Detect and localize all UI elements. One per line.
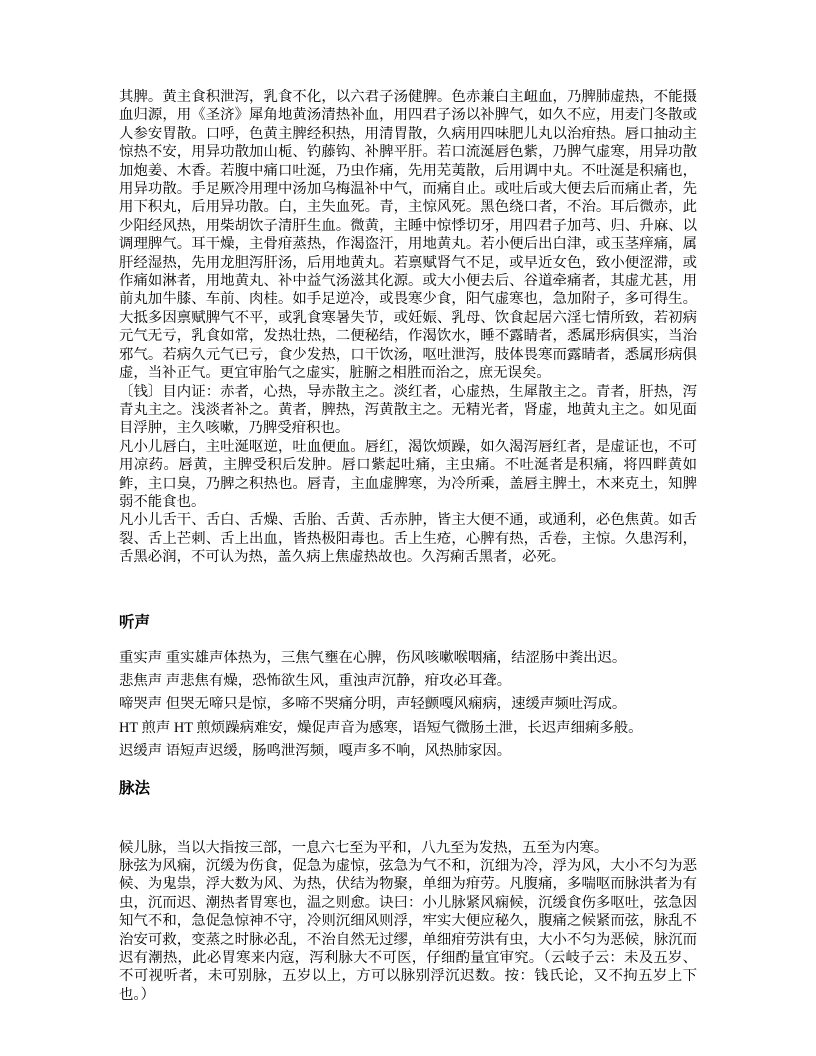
section-heading-pulse-method: 脉法 <box>119 779 151 797</box>
body-paragraph-lip-signs: 凡小儿唇白，主吐涎呕逆，吐血便血。唇红，渴饮烦躁，如久渴泻唇红者，是虚证也，不可用凉药。唇黄，主脾受积后发肿。唇口紫起吐痛，主虫痛。不吐涎者是积痛，将四畔黄如鲊，主口臭，乃脾之积热也。唇青，主血虚脾寒，为冷所乘，盖唇主脾土，木来克土，知脾弱不能食也。 <box>119 438 697 510</box>
listening-sounds-verse-block <box>119 649 697 761</box>
pulse-intro-line: 候儿脉，当以大指按三部，一息六七至为平和，八九至为发热，五至为内寒。 <box>119 839 609 856</box>
verse-line-crying-voice: 啼哭声 但哭无啼只是惊，多啼不哭痛分明，声轻颤嘎风痫病，速缓声频吐泻成。 <box>119 696 627 713</box>
body-paragraph-facial-colors: 其脾。黄主食积泄泻，乳食不化，以六君子汤健脾。色赤兼白主衄血，乃脾肺虚热，不能摄血归源，用《圣济》犀角地黄汤清热补血，用四君子汤以补脾气，如久不应，用麦门冬散或人参安胃散。口呼，色黄主脾经积热，用清胃散，久病用四味肥儿丸以治疳热。唇口抽动主惊热不安，用异功散加山栀、钓藤钩、补脾平肝。若口流涎唇色紫，乃脾气虚寒，用异功散加炮姜、木香。若腹中痛口吐涎，乃虫作痛，先用芜荑散，后用调中丸。不吐涎是积痛也，用异功散。手足厥冷用理中汤加乌梅温补中气，而痛自止。或吐后或大便去后而痛止者，先用下积丸，后用异功散。白，主失血死。青，主惊风死。黑色绕口者，不治。耳后微赤，此少阳经风热，用柴胡饮子清肝生血。微黄，主睡中惊悸切牙，用四君子加芎、归、升麻、以调理脾气。耳干燥，主骨疳蒸热，作渴盗汗，用地黄丸。若小便后出白津，或玉茎痒痛，属肝经湿热，先用龙胆泻肝汤，后用地黄丸。若禀赋肾气不足，或早近女色，致小便涩滞，或作痛如淋者，用地黄丸、补中益气汤滋其化源。或大小便去后、谷道牵痛者，其虚尤甚，用前丸加牛膝、车前、肉桂。如手足逆冷，或畏寒少食，阳气虚寒也，急加附子，多可得生。大抵多因禀赋脾气不平，或乳食寒暑失节，或妊娠、乳母、饮食起居六淫七情所致，若初病元气无亏，乳食如常，发热壮热，二便秘结，作渴饮水，睡不露睛者，悉属形病俱实，当治邪气。若病久元气已亏，食少发热，口干饮汤，呕吐泄泻，肢体畏寒而露睛者，悉属形病俱虚，当补正气。更宜审胎气之虚实，脏腑之相胜而治之，庶无误矣。 <box>119 89 697 382</box>
body-paragraph-eye-signs: 〔钱〕目内证：赤者，心热，导赤散主之。淡红者，心虚热，生犀散主之。青者，肝热，泻青丸主之。浅淡者补之。黄者，脾热，泻黄散主之。无精光者，肾虚，地黄丸主之。如见面目浮肿，主久咳嗽，乃脾受疳积也。 <box>119 383 697 437</box>
pulse-method-block <box>119 839 697 1005</box>
verse-line-heavy-solid-voice: 重实声 重实雄声体热为，三焦气壅在心脾，伤风咳嗽喉咽痛，结涩肠中粪出迟。 <box>119 649 627 666</box>
verse-line-slow-voice: 迟缓声 语短声迟缓，肠鸣泄泻频，嘎声多不响，风热肺家因。 <box>119 743 512 760</box>
verse-line-fretful-voice: HT 煎声 HT 煎烦躁病难安，燥促声音为感寒，语短气微肠土泄，长迟声细痢多般。 <box>119 719 643 736</box>
section-heading-listening-sounds: 听声 <box>119 613 151 631</box>
body-paragraph-tongue-signs: 凡小儿舌干、舌白、舌燥、舌胎、舌黄、舌赤肿，皆主大便不通，或通利，必色焦黄。如舌裂、舌上芒刺、舌上出血，皆热极阳毒也。舌上生疮，心脾有热，舌卷，主惊。久患泻利，舌黑必润，不可认为热，盖久病上焦虚热故也。久泻痢舌黑者，必死。 <box>119 512 697 566</box>
pulse-paragraph: 脉弦为风痫，沉缓为伤食，促急为虚惊，弦急为气不和，沉细为冷，浮为风，大小不匀为恶候、为鬼祟，浮大数为风、为热，伏结为物聚，单细为疳劳。凡腹痛，多喘呕而脉洪者为有虫，沉而迟、潮热者胃寒也，温之则愈。诀曰：小儿脉紧风痫候，沉缓食伤多呕吐，弦急因知气不和，急促急惊神不守，冷则沉细风则浮，牢实大便应秘久，腹痛之候紧而弦，脉乱不治安可救，变蒸之时脉必乱，不治自然无过缪，单细疳劳洪有虫，大小不匀为恶候，脉沉而迟有潮热，此必胃寒来内寇，泻利脉大不可医，仔细酌量宜审究。（云岐子云：未及五岁、不可视听者，未可别脉，五岁以上，方可以脉别浮沉迟数。按：钱氏论，又不拘五岁上下也。） <box>119 858 697 1003</box>
verse-line-sad-anxious-voice: 悲焦声 声悲焦有燥，恐怖欲生风，重浊声沉静，疳攻必耳聋。 <box>119 672 512 689</box>
text-column <box>119 88 697 1004</box>
